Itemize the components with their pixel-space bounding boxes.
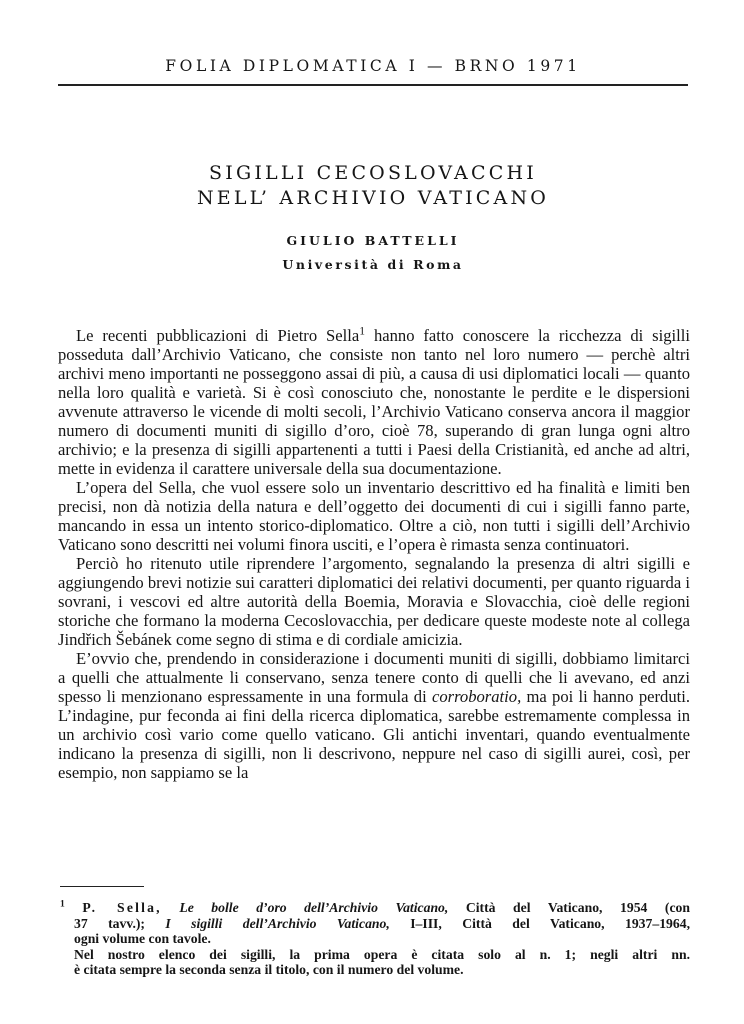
author-affiliation: Università di Roma xyxy=(282,257,464,272)
footnote-pub-1a: Città del Vaticano, 1954 (con xyxy=(448,900,690,915)
paragraph-2: L’opera del Sella, che vuol essere solo un inventario descrittivo ed ha finalità e limiti ben precisi, non dà notizia della natura e dell’oggetto dei documenti di cui i sigilli fanno parte, mancando in essa un intento storico-diplomatico. Oltre a ciò, non tutti i sigilli dell’Archivio Vaticano sono descritti nei volumi finora usciti, e l’opera è rimasta senza continuatori. xyxy=(58,478,690,554)
paragraph-1 xyxy=(58,326,690,478)
author-name: GIULIO BATTELLI xyxy=(286,233,460,248)
footnote-author: P. Sella, xyxy=(82,900,162,915)
footnote-pub-2: I–III, Città del Vaticano, 1937–1964, xyxy=(389,915,690,931)
footnote-ref: 1 xyxy=(359,324,366,338)
paragraph-4-italic: corroboratio, xyxy=(431,687,522,706)
footnote-line-3: ogni volume con tavole. xyxy=(74,931,211,946)
footnote-work-2: I sigilli dell’Archivio Vaticano, xyxy=(165,915,390,931)
footnote-mark: 1 xyxy=(60,900,65,910)
running-head: FOLIA DIPLOMATICA I — BRNO 1971 xyxy=(165,57,581,75)
paragraph-4 xyxy=(58,649,690,782)
paragraph-3: Perciò ho ritenuto utile riprendere l’argomento, segnalando la presenza di altri sigilli e aggiungendo brevi notizie sui caratteri diplomatici dei relativi documenti, per quanto riguarda i sovrani, i vescovi ed altre autorità della Boemia, Moravia e Slovacchia, cioè delle regioni storiche che formano la moderna Cecoslovacchia, per dedicare queste modeste note al collega Jindřich Šebánek come segno di stima e di cordiale amicizia. xyxy=(58,554,690,649)
paragraph-1-text-a: Le recenti pubblicazioni di Pietro Sella xyxy=(76,326,360,345)
paragraph-4-text-b: ma poi li hanno perduti. L’indagine, pur feconda ai fini della ricerca diplomatica, sarebbe estremamente complessa in un archivio così vario come quello vaticano. Gli antichi inventari, quando eventualmente indicano la presenza di sigilli, non li descrivono, neppure nel caso di sigilli aurei, così, per esempio, non sappiamo se la xyxy=(58,687,690,782)
paragraph-4-text-a: E’ovvio che, prendendo in considerazione i documenti muniti di sigilli, dobbiamo limitarci a quelli che attualmente li conservano, senza tenere conto di quelli che li avevano, ed anzi spesso li menzionano espressamente in una formula di xyxy=(58,649,690,706)
article-title-line-2: NELL’ ARCHIVIO VATICANO xyxy=(196,187,550,209)
body-text xyxy=(58,326,690,782)
paragraph-1-text-b: hanno fatto conoscere la ricchezza di sigilli posseduta dall’Archivio Vaticano, che consiste non tanto nel loro numero — perchè altri archivi meno importanti ne posseggono assai di più, a causa di usi diplomatici locali — quanto nella loro qualità e varietà. Si è così conosciuto che, nonostante le perdite e le dispersioni avvenute attraverso le vicende di molti secoli, l’Archivio Vaticano conserva ancora il maggior numero di documenti muniti di sigillo d’oro, cioè 78, superando di gran lunga ogni altro archivio; e la presenza di sigilli appartenenti a tutti i Paesi della Cristianità, ed anche ad altri, mette in evidenza il carattere universale della sua documentazione. xyxy=(58,326,690,478)
footnote-pub-1b: 37 tavv.); xyxy=(74,915,166,931)
article-title-line-1: SIGILLI CECOSLOVACCHI xyxy=(209,162,537,184)
footnote xyxy=(60,900,690,978)
footnote-line-4: Nel nostro elenco dei sigilli, la prima opera è citata solo al n. 1; negli altri nn. xyxy=(74,946,690,962)
footnote-line-1 xyxy=(60,900,690,916)
header-rule xyxy=(58,84,688,86)
footnote-line-2 xyxy=(60,916,690,932)
footnote-work-1: Le bolle d’oro dell’Archivio Vaticano, xyxy=(179,900,449,915)
footnote-line-5: è citata sempre la seconda senza il titolo, con il numero del volume. xyxy=(74,962,464,977)
footnote-rule xyxy=(60,886,144,887)
